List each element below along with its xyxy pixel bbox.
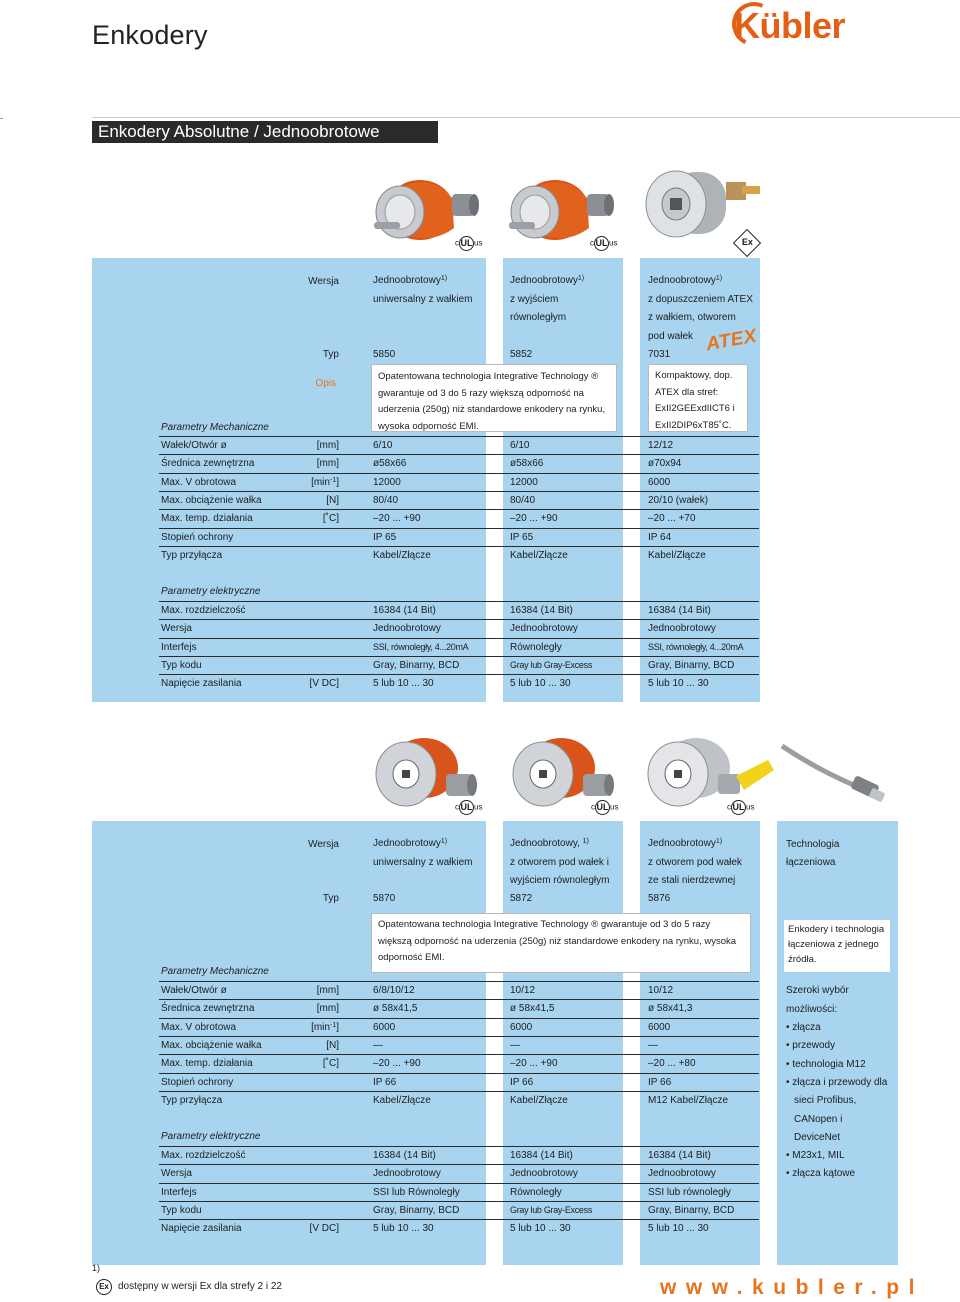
row-value: Jednoobrotowy <box>373 1168 441 1179</box>
ul-cert-5872: c UL us <box>591 800 618 815</box>
row-value: 12/12 <box>648 440 674 451</box>
row-divider <box>159 1183 759 1184</box>
row-value: 16384 (14 Bit) <box>648 1150 711 1161</box>
row-unit: [V DC] <box>309 678 339 689</box>
type-5872: 5872 <box>510 893 533 904</box>
row-value: 5 lub 10 ... 30 <box>510 1223 571 1234</box>
ex-icon: Ex <box>96 1279 112 1295</box>
row-value: 12000 <box>510 477 538 488</box>
row-value: IP 66 <box>373 1077 397 1088</box>
version-7031-line3: z wałkiem, otworem <box>648 312 736 323</box>
version-5852-line3: równoległym <box>510 312 567 323</box>
ul-icon: UL <box>731 800 746 815</box>
row-value: 5 lub 10 ... 30 <box>648 1223 709 1234</box>
row-value: –20 ... +90 <box>510 513 558 524</box>
row-label: Max. rozdzielczość <box>161 1150 246 1161</box>
row-value: Gray, Binarny, BCD <box>648 1205 735 1216</box>
version-5870-line1: Jednoobrotowy$^{1)}$ <box>373 838 448 849</box>
tech-list-item: CANopen i <box>794 1114 843 1125</box>
section-title: Enkodery Absolutne / Jednoobrotowe <box>92 121 438 143</box>
row-value: — <box>373 1040 383 1051</box>
row-label: Wersja <box>161 623 192 634</box>
row-label: Typ kodu <box>161 660 202 671</box>
row-label: Wałek/Otwór ø <box>161 440 227 451</box>
version-5876-line3: ze stali nierdzewnej <box>648 875 736 886</box>
row-value: 6000 <box>648 1022 671 1033</box>
table2-col-gap-2 <box>623 821 640 1265</box>
row-divider <box>159 1201 759 1202</box>
row-divider <box>159 1073 759 1074</box>
row-value: SSI, równoległy, 4...20mA <box>648 642 744 652</box>
version-5852-line1: Jednoobrotowy$^{1)}$ <box>510 275 585 286</box>
row-divider <box>159 638 759 639</box>
row-value: ø58x66 <box>510 458 544 469</box>
type-5870: 5870 <box>373 893 396 904</box>
row-unit: [˚C] <box>322 1058 339 1069</box>
version-5850-line1: Jednoobrotowy$^{1)}$ <box>373 275 448 286</box>
ul-icon: UL <box>594 236 609 251</box>
table1-col-gap-1 <box>486 258 503 702</box>
row-value: — <box>510 1040 520 1051</box>
footnote-text: dostępny w wersji Ex dla strefy 2 i 22 <box>118 1281 282 1292</box>
row-value: 16384 (14 Bit) <box>373 605 436 616</box>
product-image-cable <box>778 740 888 811</box>
row-value: 80/40 <box>373 495 399 506</box>
row-unit: [mm] <box>316 458 339 469</box>
row-value: 6/8/10/12 <box>373 985 415 996</box>
row-value: ø58x66 <box>373 458 407 469</box>
row-value: 80/40 <box>510 495 536 506</box>
row-value: Gray lub Gray-Excess <box>510 660 593 670</box>
row-divider <box>159 1219 759 1220</box>
tech-list-item: • złącza <box>786 1022 821 1033</box>
ul-icon: UL <box>459 236 474 251</box>
row-divider <box>159 491 759 492</box>
row-value: SSI lub Równoległy <box>373 1187 460 1198</box>
row-divider <box>159 436 759 437</box>
version-5872-line2: z otworem pod wałek i <box>510 857 609 868</box>
ul-icon: UL <box>459 800 474 815</box>
version-5872-line3: wyjściem równoległym <box>510 875 610 886</box>
row-value: 20/10 (wałek) <box>648 495 709 506</box>
version-5852-line2: z wyjściem <box>510 294 559 305</box>
row-value: Jednoobrotowy <box>510 1168 578 1179</box>
table2-col-gap-1 <box>486 821 503 1265</box>
row-divider <box>159 656 759 657</box>
row-value: –20 ... +90 <box>510 1058 558 1069</box>
ul-cert-5852: c UL us <box>590 236 617 251</box>
tech-list-item: • złącza i przewody dla <box>786 1077 888 1088</box>
row-unit: $[\min^{-1}]$ <box>311 1022 339 1033</box>
row-value: Równoległy <box>510 642 562 653</box>
version-7031-line2: z dopuszczeniem ATEX <box>648 294 753 305</box>
mech-header: Parametry Mechaniczne <box>161 422 269 433</box>
row-divider <box>159 1018 759 1019</box>
row-value: Gray lub Gray-Excess <box>510 1205 593 1215</box>
tech-list-title-2: możliwości: <box>786 1004 838 1015</box>
row-value: Kabel/Złącze <box>510 550 568 561</box>
row-label: Max. obciążenie wałka <box>161 1040 262 1051</box>
ul-cert-5870: c UL us <box>455 800 482 815</box>
row-value: Kabel/Złącze <box>373 550 431 561</box>
row-unit: [mm] <box>316 985 339 996</box>
row-unit: [˚C] <box>322 513 339 524</box>
tech-list-title-1: Szeroki wybór <box>786 985 849 996</box>
description-shared-table1: Opatentowana technologia Integrative Technology ® gwarantuje od 3 do 5 razy większą odporność na uderzenia (250g) niż standardowe enkodery na rynku, wysoka odporność EMI. <box>371 364 617 432</box>
row-value: 6000 <box>648 477 671 488</box>
row-value: 6000 <box>510 1022 533 1033</box>
row-value: ø70x94 <box>648 458 682 469</box>
row-value: Równoległy <box>510 1187 562 1198</box>
tech-list-item: • złącza kątowe <box>786 1168 856 1179</box>
tech-list-item: • M23x1, MIL <box>786 1150 845 1161</box>
row-value: 16384 (14 Bit) <box>648 605 711 616</box>
row-label: Max. V obrotowa <box>161 1022 237 1033</box>
row-value: Kabel/Złącze <box>648 550 706 561</box>
version-5872-line1: Jednoobrotowy, $^{1)}$ <box>510 838 589 849</box>
row-value: IP 64 <box>648 532 672 543</box>
row-value: –20 ... +80 <box>648 1058 696 1069</box>
row-value: IP 65 <box>373 532 397 543</box>
row-divider <box>159 528 759 529</box>
tech-title-line2: łączeniowa <box>786 857 836 868</box>
row-value: 12000 <box>373 477 401 488</box>
row-value: Jednoobrotowy <box>648 1168 716 1179</box>
type-5850: 5850 <box>373 349 396 360</box>
row-label: Interfejs <box>161 1187 197 1198</box>
tech-title-line1: Technologia <box>786 839 840 850</box>
row-value: SSI lub równoległy <box>648 1187 731 1198</box>
divider <box>92 117 960 118</box>
ul-cert-5876: c UL us <box>727 800 754 815</box>
row-value: Kabel/Złącze <box>373 1095 431 1106</box>
version-5850-line2: uniwersalny z wałkiem <box>373 294 473 305</box>
row-unit: [N] <box>326 495 339 506</box>
row-value: Jednoobrotowy <box>373 623 441 634</box>
table1-col-gap-3 <box>760 258 898 702</box>
tech-list-item: DeviceNet <box>794 1132 841 1143</box>
row-unit: $[\min^{-1}]$ <box>311 477 339 488</box>
website-link[interactable]: www.kubler.pl <box>660 1276 924 1299</box>
row-label: Typ przyłącza <box>161 550 223 561</box>
product-image-5876 <box>640 730 780 819</box>
type-7031: 7031 <box>648 349 671 360</box>
label-opis: Opis <box>315 378 336 389</box>
row-divider <box>159 1091 759 1092</box>
row-divider <box>159 1054 759 1055</box>
row-label: Max. V obrotowa <box>161 477 237 488</box>
row-value: 6000 <box>373 1022 396 1033</box>
row-value: 10/12 <box>510 985 536 996</box>
row-label: Interfejs <box>161 642 197 653</box>
row-unit: [mm] <box>316 440 339 451</box>
row-value: ø 58x41,3 <box>648 1003 693 1014</box>
label-wersja-2: Wersja <box>308 839 339 850</box>
label-typ: Typ <box>322 349 339 360</box>
row-label: Max. rozdzielczość <box>161 605 246 616</box>
type-5852: 5852 <box>510 349 533 360</box>
tech-list-item: sieci Profibus, <box>794 1095 857 1106</box>
description-shared-table2: Opatentowana technologia Integrative Technology ® gwarantuje od 3 do 5 razy większą odporność na uderzenia (250g) niż standardowe enkodery na rynku, wysoka odporność EMI. <box>371 913 751 973</box>
elec-header: Parametry elektryczne <box>161 586 261 597</box>
row-divider <box>159 509 759 510</box>
table1-col-gap-2 <box>623 258 640 702</box>
row-divider <box>159 1146 759 1147</box>
row-unit: [mm] <box>316 1003 339 1014</box>
row-unit: [N] <box>326 1040 339 1051</box>
version-5876-line1: Jednoobrotowy$^{1)}$ <box>648 838 723 849</box>
footnote-marker: 1) <box>92 1263 101 1273</box>
label-typ-2: Typ <box>322 893 339 904</box>
row-label: Typ kodu <box>161 1205 202 1216</box>
row-unit: [V DC] <box>309 1223 339 1234</box>
row-divider <box>159 674 759 675</box>
row-value: –20 ... +70 <box>648 513 696 524</box>
kubler-logo <box>734 4 896 48</box>
row-value: 6/10 <box>373 440 393 451</box>
row-value: 5 lub 10 ... 30 <box>648 678 709 689</box>
row-value: 6/10 <box>510 440 530 451</box>
tech-list-item: • technologia M12 <box>786 1059 866 1070</box>
ex-cert-icon: Ex <box>733 229 761 257</box>
page-title: Enkodery <box>92 20 208 50</box>
row-label: Średnica zewnętrzna <box>161 1003 255 1014</box>
row-value: IP 66 <box>648 1077 672 1088</box>
ul-cert-5850: c UL us <box>455 236 482 251</box>
row-value: ø 58x41,5 <box>510 1003 555 1014</box>
row-value: IP 65 <box>510 532 534 543</box>
description-7031: Kompaktowy, dop. ATEX dla stref: ExII2GEExdIICT6 i ExII2DIP6xT85˚C. <box>648 364 748 432</box>
row-divider <box>159 546 759 547</box>
row-divider <box>159 619 759 620</box>
row-label: Napięcie zasilania <box>161 1223 242 1234</box>
row-value: M12 Kabel/Złącze <box>648 1095 729 1106</box>
description-tech: Enkodery i technologia łączeniowa z jednego źródła. <box>784 920 890 972</box>
row-divider <box>159 999 759 1000</box>
atex-logo: ATEX <box>704 325 759 356</box>
label-wersja: Wersja <box>308 276 339 287</box>
version-7031-line4: pod wałek <box>648 331 694 342</box>
row-value: –20 ... +90 <box>373 1058 421 1069</box>
crop-mark <box>0 118 3 119</box>
ul-icon: UL <box>595 800 610 815</box>
row-value: Gray, Binarny, BCD <box>373 1205 460 1216</box>
row-value: ø 58x41,5 <box>373 1003 418 1014</box>
version-5870-line2: uniwersalny z wałkiem <box>373 857 473 868</box>
row-label: Typ przyłącza <box>161 1095 223 1106</box>
row-label: Max. temp. działania <box>161 513 253 524</box>
tech-list-item: • przewody <box>786 1040 836 1051</box>
row-value: 10/12 <box>648 985 674 996</box>
row-value: –20 ... +90 <box>373 513 421 524</box>
row-value: 5 lub 10 ... 30 <box>373 678 434 689</box>
row-label: Stopień ochrony <box>161 532 234 543</box>
type-5876: 5876 <box>648 893 671 904</box>
row-value: 16384 (14 Bit) <box>373 1150 436 1161</box>
row-divider <box>159 454 759 455</box>
row-value: 5 lub 10 ... 30 <box>510 678 571 689</box>
row-value: Jednoobrotowy <box>648 623 716 634</box>
row-value: 16384 (14 Bit) <box>510 1150 573 1161</box>
elec-header-2: Parametry elektryczne <box>161 1131 261 1142</box>
row-label: Max. temp. działania <box>161 1058 253 1069</box>
row-label: Napięcie zasilania <box>161 678 242 689</box>
row-value: IP 66 <box>510 1077 534 1088</box>
row-divider <box>159 1036 759 1037</box>
row-label: Stopień ochrony <box>161 1077 234 1088</box>
row-label: Max. obciążenie wałka <box>161 495 262 506</box>
row-value: Jednoobrotowy <box>510 623 578 634</box>
version-5876-line2: z otworem pod wałek <box>648 857 742 868</box>
row-divider <box>159 1164 759 1165</box>
row-label: Średnica zewnętrzna <box>161 458 255 469</box>
row-divider <box>159 473 759 474</box>
row-label: Wałek/Otwór ø <box>161 985 227 996</box>
version-7031-line1: Jednoobrotowy$^{1)}$ <box>648 275 723 286</box>
row-value: Gray, Binarny, BCD <box>648 660 735 671</box>
row-divider <box>159 601 759 602</box>
row-value: 5 lub 10 ... 30 <box>373 1223 434 1234</box>
row-value: SSI, równoległy, 4...20mA <box>373 642 469 652</box>
row-value: Kabel/Złącze <box>510 1095 568 1106</box>
mech-header-2: Parametry Mechaniczne <box>161 966 269 977</box>
row-value: — <box>648 1040 658 1051</box>
row-value: Gray, Binarny, BCD <box>373 660 460 671</box>
logo-text: Kübler <box>734 5 846 46</box>
row-label: Wersja <box>161 1168 192 1179</box>
row-divider <box>159 981 759 982</box>
table2-col-gap-3 <box>760 821 777 1265</box>
row-value: 16384 (14 Bit) <box>510 605 573 616</box>
